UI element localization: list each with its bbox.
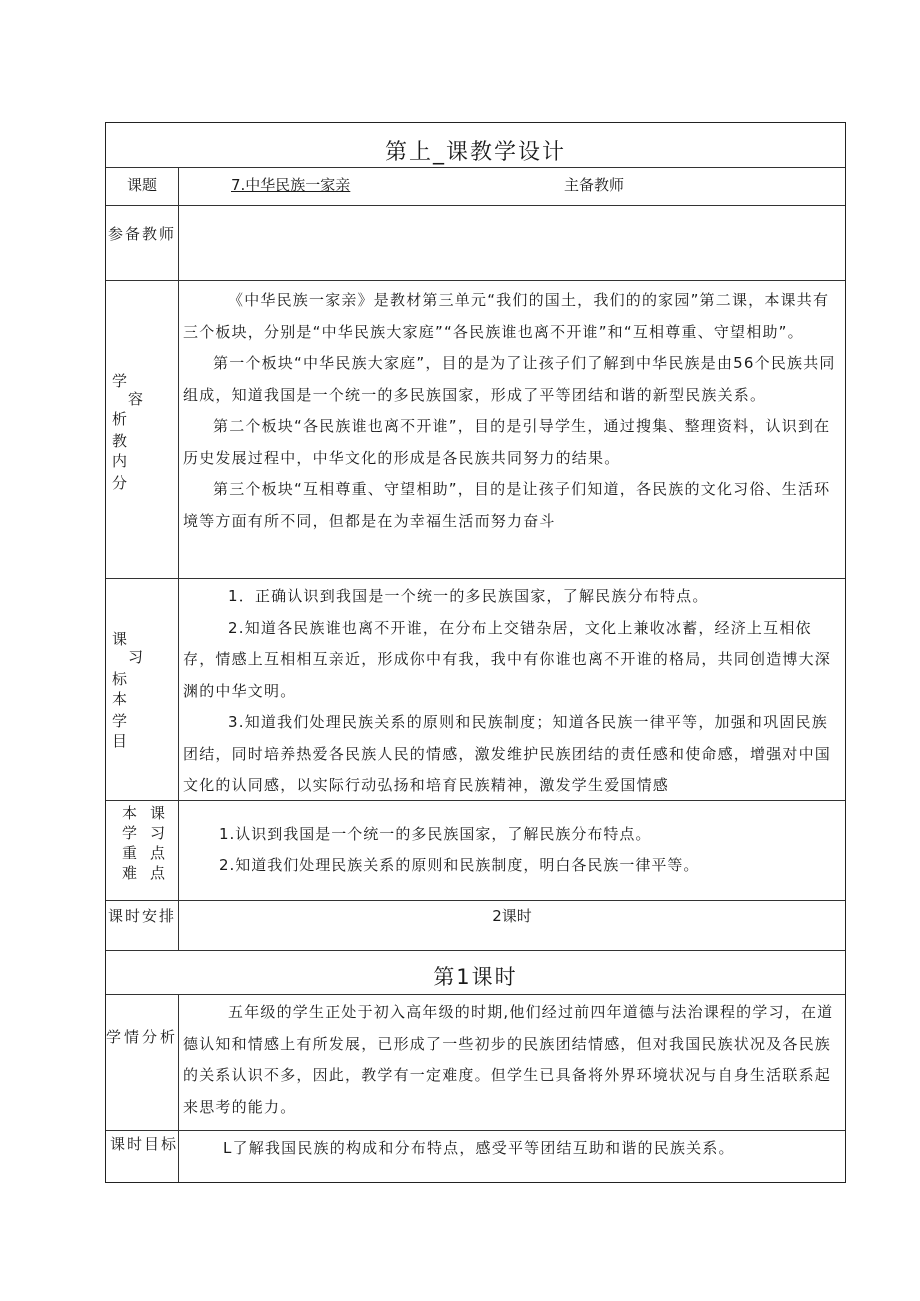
lesson-goals-label [106,579,179,800]
topic-value: 7.中华民族一家亲 [231,176,351,194]
goal-paragraph: 2.知道各民族谁也离不开谁，在分布上交错杂居，文化上兼收冰蓄，经济上互相依存，情感上互相相互亲近，形成你中有我，我中有你谁也离不开谁的格局，共同创造博大深渊的中华文明。 [183,618,832,700]
content-analysis-text [179,281,845,578]
content-analysis-row [106,280,845,578]
key-label-char: 习 [150,824,166,842]
key-point-line: 2.知道我们处理民族关系的原则和民族制度，明白各民族一律平等。 [219,856,700,874]
content-paragraph: 第一个板块“中华民族大家庭”，目的是为了让孩子们了解到中华民族是由56个民族共同组成，知道我国是一个统一的多民族国家，形成了平等团结和谐的新型民族关系。 [183,354,836,404]
key-points-text [179,801,845,900]
period-target-row [106,1130,845,1182]
key-points-row [106,800,845,900]
goal-paragraph: 1．正确认识到我国是一个统一的多民族国家，了解民族分布特点。 [228,587,709,605]
content-label-char: 析 [112,410,128,428]
schedule-label: 课时安排 [106,901,179,950]
ref-teachers-label: 参备教师 [106,206,179,280]
content-label-char: 内 [112,452,128,470]
ref-teachers-cell [179,206,845,280]
key-point-line: 1.认识到我国是一个统一的多民族国家，了解民族分布特点。 [219,825,652,843]
period-target-text: L了解我国民族的构成和分布特点，感受平等团结互助和谐的民族关系。 [223,1139,735,1157]
ref-teachers-row [106,205,845,280]
key-label-char: 学 [122,824,138,842]
document-title: 第上_课教学设计 [384,140,566,165]
schedule-row [106,900,845,950]
title-row [106,123,845,167]
content-label-char: 容 [128,390,144,408]
content-analysis-label [106,281,179,578]
content-label-char: 学 [112,372,128,390]
key-label-char: 课 [150,804,166,822]
key-label-char: 难 [122,864,138,882]
topic-label: 课题 [106,168,179,205]
key-label-char: 点 [150,864,166,882]
goals-label-char: 本 [112,690,128,708]
learning-analysis-text: 五年级的学生正处于初入高年级的时期,他们经过前四年道德与法治课程的学习，在道德认知和情感上有所发展，已形成了一些初步的民族团结情感，但对我国民族状况及各民族的关系认识不多，因此，教学有一定难度。但学生已具备将外界环境状况与自身生活联系起来思考的能力。 [183,1003,834,1116]
period-title: 第1课时 [433,965,518,989]
key-points-label [106,801,179,900]
topic-cell [179,168,845,205]
topic-row [106,167,845,205]
key-label-char: 本 [122,804,138,822]
learning-analysis-cell [179,995,845,1130]
learning-analysis-row [106,994,845,1130]
goals-label-char: 学 [112,712,128,730]
main-teacher-label: 主备教师 [564,176,625,194]
lesson-goals-text [179,579,845,800]
content-label-char: 分 [112,474,128,492]
content-paragraph: 第二个板块“各民族谁也离不开谁”，目的是引导学生，通过搜集、整理资料，认识到在历史发展过程中，中华文化的形成是各民族共同努力的结果。 [183,417,831,467]
goals-label-char: 课 [112,630,128,648]
content-label-char: 教 [112,432,128,450]
goals-label-char: 标 [112,670,128,688]
schedule-value: 2课时 [492,907,532,925]
key-label-char: 重 [122,844,138,862]
goal-paragraph: 3.知道我们处理民族关系的原则和民族制度；知道各民族一律平等，加强和巩固民族团结，同时培养热爱各民族人民的情感，激发维护民族团结的责任感和使命感，增强对中国文化的认同感，以实际行动弘扬和培育民族精神，激发学生爱国情感 [183,713,832,794]
lesson-design-table [105,122,846,1183]
content-paragraph: 第三个板块“互相尊重、守望相助”，目的是让孩子们知道，各民族的文化习俗、生活环境等方面有所不同，但都是在为幸福生活而努力奋斗 [183,480,831,530]
learning-analysis-label: 学情分析 [106,995,179,1130]
goals-label-char: 目 [112,732,128,750]
period-title-row [106,950,845,994]
lesson-goals-row [106,578,845,800]
period-target-label: 课时目标 [106,1131,179,1182]
key-label-char: 点 [150,844,166,862]
content-paragraph: 《中华民族一家亲》是教材第三单元“我们的国土，我们的的家园”第二课，本课共有三个板块，分别是“中华民族大家庭”“各民族谁也离不开谁”和“互相尊重、守望相助”。 [183,291,830,341]
goals-label-char: 习 [128,648,144,666]
